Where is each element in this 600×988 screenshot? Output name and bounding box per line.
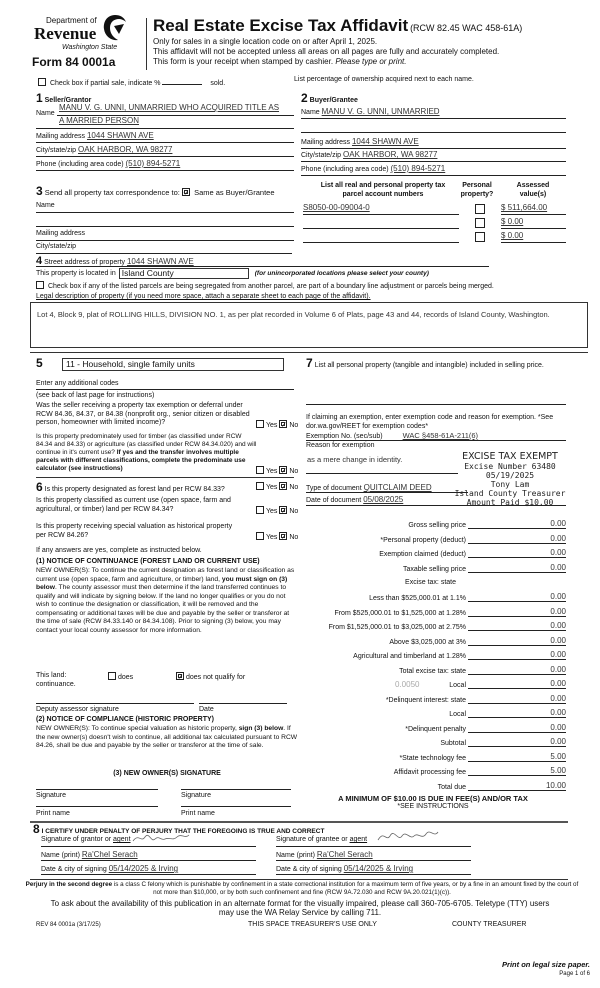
- calc-label: Gross selling price: [408, 522, 466, 529]
- dept-line2: Revenue: [34, 24, 97, 43]
- page-title: Real Estate Excise Tax Affidavit: [153, 16, 409, 35]
- q-timber-yes-checkbox[interactable]: [256, 466, 264, 474]
- new-owner-print-name-1[interactable]: [36, 799, 158, 807]
- calc-row-exemption: [300, 547, 566, 558]
- assessed-value: $ 0.00: [501, 217, 524, 226]
- seller-city-field[interactable]: [36, 145, 294, 157]
- this-land-label: This land:: [36, 672, 67, 679]
- this-land-row: [36, 672, 298, 679]
- q-exemption-yes-checkbox[interactable]: [256, 420, 264, 428]
- additional-codes-field[interactable]: [36, 380, 294, 390]
- subtitle-3: [153, 57, 406, 66]
- parcel-row: [303, 203, 566, 215]
- assessed-value: $ 511,664.00: [501, 203, 548, 212]
- calc-label: *Delinquent penalty: [405, 726, 466, 733]
- does-not-option: [176, 672, 245, 681]
- parcel-col3-header-l2: value(s): [519, 191, 547, 198]
- page-title-block: [153, 16, 593, 36]
- page-title-ref: (RCW 82.45 WAC 458-61A): [410, 23, 523, 33]
- parcel-col3-header-l1: Assessed: [516, 182, 550, 189]
- notice1-title: (1) NOTICE OF CONTINUANCE (FOREST LAND OR CURRENT USE): [36, 558, 260, 565]
- county-select[interactable]: Island County: [119, 268, 249, 279]
- stamp-line3: 05/19/2025: [485, 471, 535, 480]
- notice2-text-b: . If the new owner(s) doesn't wish to continue, all additional tax calculated pursuant to RCW 84.26, shall be due and payable by the seller or transferor at the time of sale.: [36, 725, 298, 749]
- yes-label: Yes: [266, 468, 278, 475]
- does-not-checkbox[interactable]: [176, 672, 184, 680]
- notice2-text: [36, 725, 298, 751]
- calc-row-taxable: [300, 562, 566, 573]
- no-label: No: [289, 508, 299, 515]
- print-legal-note: Print on legal size paper.: [502, 960, 590, 969]
- deputy-signature-field[interactable]: [36, 694, 194, 704]
- q-forest-row: [36, 480, 258, 494]
- grantee-signature-label: Signature of grantee or: [276, 836, 348, 843]
- calc-label: Less than $525,000.01 at 1.1%: [369, 595, 466, 602]
- doc-date-value: 05/08/2025: [363, 495, 404, 504]
- calc-label: Total excise tax: state: [399, 668, 466, 675]
- calc-label: From $1,525,000.01 to $3,025,000 at 2.75%: [328, 624, 466, 631]
- section7-number: 7: [306, 356, 313, 370]
- seller-name-label: Name: [36, 110, 55, 117]
- seller-phone-field[interactable]: [36, 159, 294, 171]
- signature-label-1: Signature: [36, 792, 66, 799]
- calc-label: Local: [449, 682, 466, 689]
- correspondence-city-field[interactable]: [36, 243, 292, 254]
- new-owner-signature-1[interactable]: [36, 780, 158, 790]
- parcel-row: [303, 231, 566, 243]
- land-use-code-select[interactable]: 11 - Household, single family units: [62, 358, 284, 371]
- grantor-date-city-field[interactable]: [41, 864, 256, 875]
- grantor-signature-label: Signature of grantor or: [41, 836, 112, 843]
- deputy-date-field[interactable]: [199, 694, 287, 704]
- calc-value[interactable]: 0.00: [506, 607, 566, 617]
- calc-value[interactable]: 0.00: [506, 621, 566, 631]
- grantee-date-city-value: 05/14/2025 & Irving: [343, 864, 414, 873]
- calc-value[interactable]: 0.00: [506, 534, 566, 544]
- buyer-mailing-value: 1044 SHAWN AVE: [351, 137, 419, 146]
- q-timber-text-normal: Is this property predominately used for timber (as classified under RCW 84.34 and 84.33) or agriculture (as classified under RCW 84.34.020) and will continue in it's current use?: [36, 433, 257, 456]
- subtitle-3-italic: Please type or print.: [335, 57, 407, 66]
- treasurer-use-label: THIS SPACE TREASURER'S USE ONLY: [248, 921, 377, 928]
- segregated-checkbox[interactable]: [36, 281, 44, 289]
- calc-row-penalty: [300, 722, 566, 733]
- street-address-field[interactable]: [36, 255, 489, 267]
- same-as-buyer-label: Same as Buyer/Grantee: [194, 188, 275, 197]
- notice1-text-a: NEW OWNER(S): To continue the current designation as forest land or classification as current use (open space, farm and agriculture, or timber) land,: [36, 567, 295, 583]
- partial-sale-label: Check box if partial sale, indicate %: [49, 80, 161, 87]
- doc-date-label: Date of document: [306, 497, 362, 504]
- q-exemption-answer: [256, 420, 298, 429]
- seller-city-value: OAK HARBOR, WA 98277: [78, 145, 173, 154]
- minimum-due-notice: A MINIMUM OF $10.00 IS DUE IN FEE(S) AND/OR TAX: [338, 794, 528, 803]
- calc-row-subtotal: [300, 736, 566, 747]
- if-yes-note: If any answers are yes, complete as instructed below.: [36, 547, 202, 554]
- section3-title: Send all property tax correspondence to:: [44, 188, 180, 197]
- county-row: [36, 268, 429, 279]
- grantee-date-city-label: Date & city of signing: [276, 866, 342, 873]
- parcel-col1-header: [303, 181, 463, 199]
- notice2-text-a: NEW OWNER(S): To continue special valuation as historic property,: [36, 725, 237, 732]
- section7-title: [306, 358, 568, 371]
- calc-value[interactable]: 0.00: [506, 548, 566, 558]
- county-treasurer-label: COUNTY TREASURER: [452, 921, 527, 928]
- correspondence-mailing-label: Mailing address: [36, 230, 86, 237]
- section1-number: 1: [36, 91, 43, 105]
- calc-value[interactable]: 0.00: [506, 665, 566, 675]
- buyer-name-field[interactable]: [301, 107, 566, 119]
- q-timber-answer: [256, 466, 298, 475]
- ownership-note: List percentage of ownership acquired next to each name.: [294, 76, 474, 83]
- grantor-name-field[interactable]: [41, 850, 256, 861]
- personal-property-checkbox[interactable]: [475, 232, 485, 242]
- parcel-number-field[interactable]: [303, 231, 459, 243]
- calc-row-tier1: [300, 591, 566, 602]
- buyer-name-label: Name: [301, 109, 320, 116]
- calc-value[interactable]: 0.00: [506, 723, 566, 733]
- calc-row-local: [300, 678, 566, 689]
- dept-line3: Washington State: [62, 44, 118, 51]
- street-address-label: Street address of property: [44, 259, 126, 266]
- county-note: (for unincorporated locations please select your county): [254, 270, 429, 277]
- legal-description-value: Lot 4, Block 9, plat of ROLLING HILLS, DIVISION NO. 1, as per plat recorded in Volume 6 of Plats, page 43 and 44, records of Island County, Washington.: [37, 310, 550, 319]
- does-checkbox[interactable]: [108, 672, 116, 680]
- notice1-text-bold: you must sign on (3) below: [36, 575, 288, 591]
- dept-line1: Department of: [46, 16, 97, 25]
- buyer-phone-value: (510) 894-5271: [390, 164, 446, 173]
- certify-statement: I CERTIFY UNDER PENALTY OF PERJURY THAT THE FOREGOING IS TRUE AND CORRECT: [41, 828, 325, 835]
- subtitle-2: This affidavit will not be accepted unless all areas on all pages are fully and accurately completed.: [153, 47, 500, 56]
- seller-phone-label: Phone (including area code): [36, 161, 124, 168]
- section4-number: 4: [36, 255, 43, 267]
- seller-mailing-label: Mailing address: [36, 133, 86, 140]
- seller-mailing-value: 1044 SHAWN AVE: [86, 131, 154, 140]
- header-divider: [146, 18, 147, 70]
- parcel-col2-header-l1: Personal: [462, 182, 492, 189]
- exemption-no-field[interactable]: [306, 431, 566, 441]
- section3-number: 3: [36, 184, 43, 198]
- assessed-value-field[interactable]: [501, 203, 566, 215]
- calc-label: Taxable selling price: [402, 566, 466, 573]
- grantee-signature-scribble-icon: [376, 828, 440, 846]
- dept-logo-swirl-icon: [102, 14, 128, 42]
- calc-row-gross: [300, 518, 566, 529]
- notice2-title: (2) NOTICE OF COMPLIANCE (HISTORIC PROPERTY): [36, 716, 214, 723]
- partial-sale-sold-label: sold.: [210, 80, 226, 87]
- grantee-date-city-field[interactable]: [276, 864, 471, 875]
- parcel-col3-header: [500, 181, 566, 199]
- calc-row-tier3: [300, 620, 566, 631]
- additional-codes-label: Enter any additional codes: [36, 380, 119, 387]
- calc-row-delinquent-local: [300, 707, 566, 718]
- section3-header: [36, 184, 275, 198]
- calc-value[interactable]: 0.00: [506, 650, 566, 660]
- exemption-no-value: WAC §458-61A-211(6): [402, 431, 479, 440]
- form-number: Form 84 0001a: [32, 55, 116, 69]
- grantor-name-label: Name (print): [41, 852, 80, 859]
- local-rate: 0.0050: [395, 680, 420, 689]
- legal-description-label: Legal description of property (if you need more space, attach a separate sheet to each page of the affidavit).: [36, 293, 371, 300]
- yes-label: Yes: [266, 484, 278, 491]
- correspondence-name-field[interactable]: [36, 202, 294, 213]
- section6-number: 6: [36, 480, 43, 494]
- reason-label: Reason for exemption: [306, 442, 375, 449]
- dor-logo: [34, 14, 134, 70]
- no-label: No: [289, 468, 299, 475]
- q-current-use-text: Is this property classified as current use (open space, farm and agricultural, or timber) land per RCW 84.34?: [36, 497, 231, 513]
- q-forest-text: Is this property designated as forest land per RCW 84.33?: [44, 486, 225, 493]
- calc-row-total-state: [300, 664, 566, 675]
- section2-header: [301, 91, 358, 105]
- assessed-value-field[interactable]: [501, 217, 566, 229]
- personal-property-checkbox[interactable]: [475, 218, 485, 228]
- section5-6-divider: [36, 477, 294, 478]
- buyer-mailing-field[interactable]: [301, 137, 566, 149]
- no-label: No: [289, 422, 299, 429]
- seller-mailing-field[interactable]: [36, 131, 294, 143]
- legal-description-textarea[interactable]: [30, 302, 588, 348]
- street-address-value: 1044 SHAWN AVE: [126, 257, 194, 266]
- calc-label: Exemption claimed (deduct): [379, 551, 466, 558]
- subtitle-3-text: This form is your receipt when stamped by cashier.: [153, 57, 334, 66]
- calc-row-tech-fee: [300, 751, 566, 762]
- calc-label: Local: [449, 711, 466, 718]
- section2-title: Buyer/Grantee: [309, 97, 358, 104]
- calc-row-delinquent-state: [300, 693, 566, 704]
- parcel-col1-header-l1: List all real and personal property tax: [320, 182, 446, 189]
- alt-format-notice: To ask about the availability of this publication in an alternate format for the visually impaired, please call 360-705-6705. Teletype (TTY) users may use the WA Relay Service by calling 711.: [50, 899, 550, 917]
- does-label: does: [118, 674, 134, 681]
- assessed-value-field[interactable]: [501, 231, 566, 243]
- calc-row-tier4: [300, 635, 566, 646]
- located-in-label: This property is located in: [36, 270, 116, 277]
- q-exemption-no-checkbox[interactable]: [279, 420, 287, 428]
- buyer-name-value: MANU V. G. UNNI, UNMARRIED: [321, 107, 440, 116]
- calc-label: Total due: [437, 784, 466, 791]
- grantor-signature-scribble-icon: [131, 831, 191, 847]
- no-label: No: [289, 484, 299, 491]
- seller-name-field-2[interactable]: [36, 116, 294, 129]
- exemption-no-label: Exemption No. (sec/sub): [306, 433, 383, 440]
- parcel-number-field[interactable]: [303, 203, 459, 215]
- q-forest-no-checkbox[interactable]: [279, 482, 287, 490]
- reason-line[interactable]: [306, 466, 458, 474]
- doc-type-value: QUITCLAIM DEED: [363, 483, 432, 492]
- new-owner-signature-title: (3) NEW OWNER(S) SIGNATURE: [113, 770, 221, 777]
- seller-name-value: MANU V. G. UNNI, UNMARRIED WHO ACQUIRED TITLE AS: [59, 103, 280, 112]
- q-timber-text-bold: If yes and the transfer involves multiple parcels with different classifications, complete the predominate use calculator (see instructions): [36, 449, 246, 472]
- section8-number: 8: [33, 822, 40, 836]
- deputy-signature-label: Deputy assessor signature: [36, 706, 119, 713]
- calc-row-agricultural: [300, 649, 566, 660]
- q-current-use-yes-checkbox[interactable]: [256, 506, 264, 514]
- rev-number: REV 84 0001a (3/17/25): [36, 922, 101, 928]
- grantor-date-city-value: 05/14/2025 & Irving: [108, 864, 179, 873]
- buyer-city-field[interactable]: [301, 150, 566, 162]
- exemption-intro: If claiming an exemption, enter exemption code and reason for exemption. *See dor.wa.gov/REET for exemption codes*: [306, 414, 554, 430]
- stamp-line6: Amount Paid $10.00: [466, 498, 554, 507]
- calc-label: Above $3,025,000 at 3%: [389, 639, 466, 646]
- continuance-label: continuance.: [36, 681, 76, 688]
- partial-sale-row: [38, 77, 225, 87]
- section5-top-rule: [30, 352, 588, 353]
- print-name-label-2: Print name: [181, 810, 215, 817]
- same-as-buyer-checkbox[interactable]: [182, 188, 190, 196]
- notice1-text-b: . The county assessor must then determine if the land transferred continues to qualify and will indicate by signing below. If the land no longer qualifies or you do not wish to continue the designation or classification, it will be removed and the compensating or additional taxes will be due and payable by the seller or transferor at the time of sale (RCW 84.33.140 or 84.34.108). Prior to signing (3) below, you may contact your local county assessor for more information.: [36, 584, 290, 634]
- section5-number: 5: [36, 356, 43, 370]
- buyer-name-field-2[interactable]: [301, 121, 566, 133]
- q-historic-yes-checkbox[interactable]: [256, 532, 264, 540]
- buyer-mailing-label: Mailing address: [301, 139, 351, 146]
- seller-phone-value: (510) 894-5271: [125, 159, 181, 168]
- treasurer-stamp: [452, 452, 568, 507]
- segregated-row: [36, 281, 494, 290]
- calc-value[interactable]: 0.00: [506, 636, 566, 646]
- parcel-number-value: S8050-00-09004-0: [303, 203, 370, 212]
- grantee-name-label: Name (print): [276, 852, 315, 859]
- calc-label: Subtotal: [440, 740, 466, 747]
- buyer-phone-label: Phone (including area code): [301, 166, 389, 173]
- calc-value[interactable]: 0.00: [506, 737, 566, 747]
- page-indicator: Page 1 of 6: [559, 971, 590, 977]
- partial-sale-checkbox[interactable]: [38, 78, 46, 86]
- calc-value[interactable]: 0.00: [506, 694, 566, 704]
- grantee-signature-field[interactable]: [276, 836, 471, 847]
- grantor-signature-field[interactable]: [41, 836, 256, 847]
- segregated-label: Check box if any of the listed parcels are being segregated from another parcel, are part of a boundary line adjustment or parcels being merged.: [47, 283, 494, 290]
- perjury-text: is a class C felony which is punishable by confinement in a state correctional institution for a maximum term of five years, or by a fine in an amount fixed by the court of not more than $10,000, or by both such confinement and fine (RCW 9A.72.030 and RCW 9A.20.021(1)(c)).: [112, 881, 579, 896]
- seller-name-value-2: A MARRIED PERSON: [59, 116, 140, 125]
- grantor-name-value: Ra'Chel Serach: [81, 850, 138, 859]
- yes-label: Yes: [266, 508, 278, 515]
- does-option: [108, 672, 133, 681]
- calc-label: *Personal property (deduct): [380, 537, 466, 544]
- reason-value[interactable]: as a mere change in identity.: [307, 455, 403, 464]
- stamp-line5: Island County Treasurer: [454, 489, 566, 498]
- calc-label: Affidavit processing fee: [393, 769, 466, 776]
- seller-city-label: City/state/zip: [36, 147, 77, 154]
- q-current-use-no-checkbox[interactable]: [279, 506, 287, 514]
- calc-value[interactable]: 0.00: [506, 519, 566, 529]
- q-timber-text: [36, 433, 258, 473]
- new-owner-print-name-2[interactable]: [181, 799, 291, 807]
- correspondence-name-label: Name: [36, 202, 55, 209]
- seller-name-field[interactable]: [57, 103, 294, 116]
- print-name-label-1: Print name: [36, 810, 70, 817]
- calc-row-tier2: [300, 606, 566, 617]
- notice1-text: [36, 567, 298, 635]
- section7-title-text: List all personal property (tangible and intangible) included in selling price.: [314, 362, 544, 369]
- personal-property-list-field[interactable]: [306, 385, 566, 405]
- new-owner-signature-2[interactable]: [181, 780, 291, 790]
- partial-sale-percent-input[interactable]: [162, 77, 202, 85]
- assessed-value: $ 0.00: [501, 231, 524, 240]
- calc-value[interactable]: 5.00: [506, 752, 566, 762]
- grantee-name-field[interactable]: [276, 850, 471, 861]
- section1-title: Seller/Grantor: [44, 97, 92, 104]
- calc-value[interactable]: 10.00: [506, 781, 566, 791]
- parcel-number-field[interactable]: [303, 217, 459, 229]
- doc-type-label: Type of document: [306, 485, 362, 492]
- grantee-name-value: Ra'Chel Serach: [316, 850, 373, 859]
- q-forest-yes-checkbox[interactable]: [256, 482, 264, 490]
- signature-label-2: Signature: [181, 792, 211, 799]
- does-not-label: does not qualify for: [186, 674, 246, 681]
- notice2-text-bold: sign (3) below: [238, 725, 284, 732]
- calc-value[interactable]: 0.00: [506, 679, 566, 689]
- calc-row-processing-fee: [300, 765, 566, 776]
- stamp-line1: EXCISE TAX EXEMPT: [462, 451, 558, 462]
- parcel-row: [303, 217, 566, 229]
- calc-row-total-due: [300, 780, 566, 791]
- q-timber-no-checkbox[interactable]: [279, 466, 287, 474]
- no-label: No: [289, 534, 299, 541]
- correspondence-mailing-field[interactable]: [36, 230, 294, 241]
- correspondence-city-label: City/state/zip: [36, 243, 77, 250]
- see-instructions: *SEE INSTRUCTIONS: [397, 803, 469, 810]
- perjury-bold: Perjury in the second degree: [25, 881, 113, 888]
- calc-label: From $525,000.01 to $1,525,000 at 1.28%: [334, 610, 466, 617]
- doc-type-field[interactable]: [306, 483, 468, 493]
- q-historic-answer: [256, 532, 298, 541]
- calc-value[interactable]: 0.00: [506, 563, 566, 573]
- grantor-date-city-label: Date & city of signing: [41, 866, 107, 873]
- q-forest-answer: [256, 482, 298, 491]
- buyer-city-value: OAK HARBOR, WA 98277: [343, 150, 438, 159]
- grantor-agent-label: agent: [113, 836, 131, 843]
- buyer-phone-field[interactable]: [301, 164, 566, 176]
- parcel-col2-header-l2: property?: [460, 191, 494, 198]
- section2-number: 2: [301, 91, 308, 105]
- stamp-line2: Excise Number 63480: [464, 462, 556, 471]
- parcel-col2-header: [455, 181, 499, 199]
- perjury-notice: [22, 881, 582, 897]
- q-exemption-text: Was the seller receiving a property tax exemption or deferral under RCW 84.36, 84.37, or 84.38 (nonprofit org., senior citizen or disabled person, homeowner with limited income)?: [36, 402, 250, 426]
- calc-label: Agricultural and timberland at 1.28%: [353, 653, 466, 660]
- subtitle-1: Only for sales in a single location code on or after April 1, 2025.: [153, 37, 378, 46]
- personal-property-checkbox[interactable]: [475, 204, 485, 214]
- grantee-agent-label: agent: [349, 836, 368, 843]
- parcel-col1-header-l2: parcel account numbers: [342, 191, 424, 198]
- yes-label: Yes: [266, 422, 278, 429]
- buyer-city-label: City/state/zip: [301, 152, 342, 159]
- q-current-use-answer: [256, 506, 298, 515]
- calc-value[interactable]: 0.00: [506, 708, 566, 718]
- excise-tax-state-heading: Excise tax: state: [405, 579, 456, 586]
- section8-bottom-rule: [30, 879, 568, 880]
- stamp-line4: Tony Lam: [490, 480, 530, 489]
- calc-value[interactable]: 5.00: [506, 766, 566, 776]
- correspondence-name-field-2[interactable]: [36, 216, 294, 227]
- deputy-date-label: Date: [199, 706, 214, 713]
- additional-codes-note: (see back of last page for instructions): [36, 392, 155, 399]
- q-historic-no-checkbox[interactable]: [279, 532, 287, 540]
- calc-label: *State technology fee: [399, 755, 466, 762]
- calc-label: *Delinquent interest: state: [385, 697, 466, 704]
- yes-label: Yes: [266, 534, 278, 541]
- calc-value[interactable]: 0.00: [506, 592, 566, 602]
- calc-row-personal: [300, 533, 566, 544]
- q-historic-text: Is this property receiving special valuation as historical property per RCW 84.26?: [36, 523, 233, 539]
